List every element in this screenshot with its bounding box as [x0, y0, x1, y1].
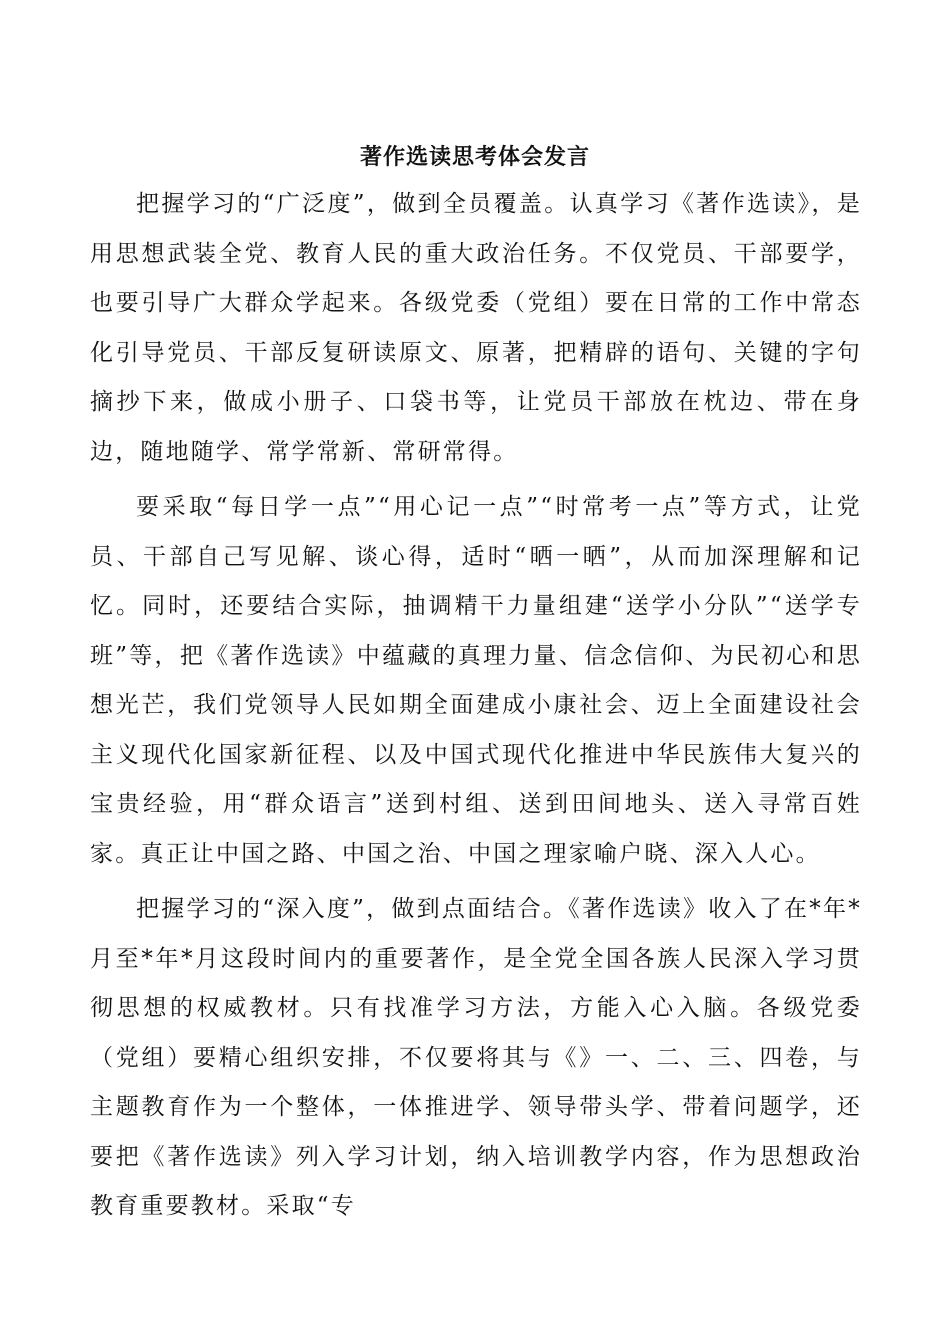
paragraph-2: 要采取“每日学一点”“用心记一点”“时常考一点”等方式，让党员、干部自己写见解、谈心得，适时“晒一晒”，从而加深理解和记忆。同时，还要结合实际，抽调精干力量组建“送学小分队”“送学专班”等，把《著作选读》中蕴藏的真理力量、信念信仰、为民初心和思想光芒，我们党领导人民如期全面建成小康社会、迈上全面建设社会主义现代化国家新征程、以及中国式现代化推进中华民族伟大复兴的宝贵经验，用“群众语言”送到村组、送到田间地头、送入寻常百姓家。真正让中国之路、中国之治、中国之理家喻户晓、深入人心。 [90, 494, 862, 867]
document-body [90, 180, 862, 1238]
paragraph-1: 把握学习的“广泛度”，做到全员覆盖。认真学习《著作选读》，是用思想武装全党、教育人民的重大政治任务。不仅党员、干部要学，也要引导广大群众学起来。各级党委（党组）要在日常的工作中常态化引导党员、干部反复研读原文、原著，把精辟的语句、关键的字句摘抄下来，做成小册子、口袋书等，让党员干部放在枕边、带在身边，随地随学、常学常新、常研常得。 [90, 191, 862, 465]
document-title: 著作选读思考体会发言 [359, 144, 590, 170]
paragraph-3: 把握学习的“深入度”，做到点面结合。《著作选读》收入了在*年*月至*年*月这段时间内的重要著作，是全党全国各族人民深入学习贯彻思想的权威教材。只有找准学习方法，方能入心入脑。各级党委（党组）要精心组织安排，不仅要将其与《》一、二、三、四卷，与主题教育作为一个整体，一体推进学、领导带头学、带着问题学，还要把《著作选读》列入学习计划，纳入培训教学内容，作为思想政治教育重要教材。采取“专 [90, 896, 862, 1219]
